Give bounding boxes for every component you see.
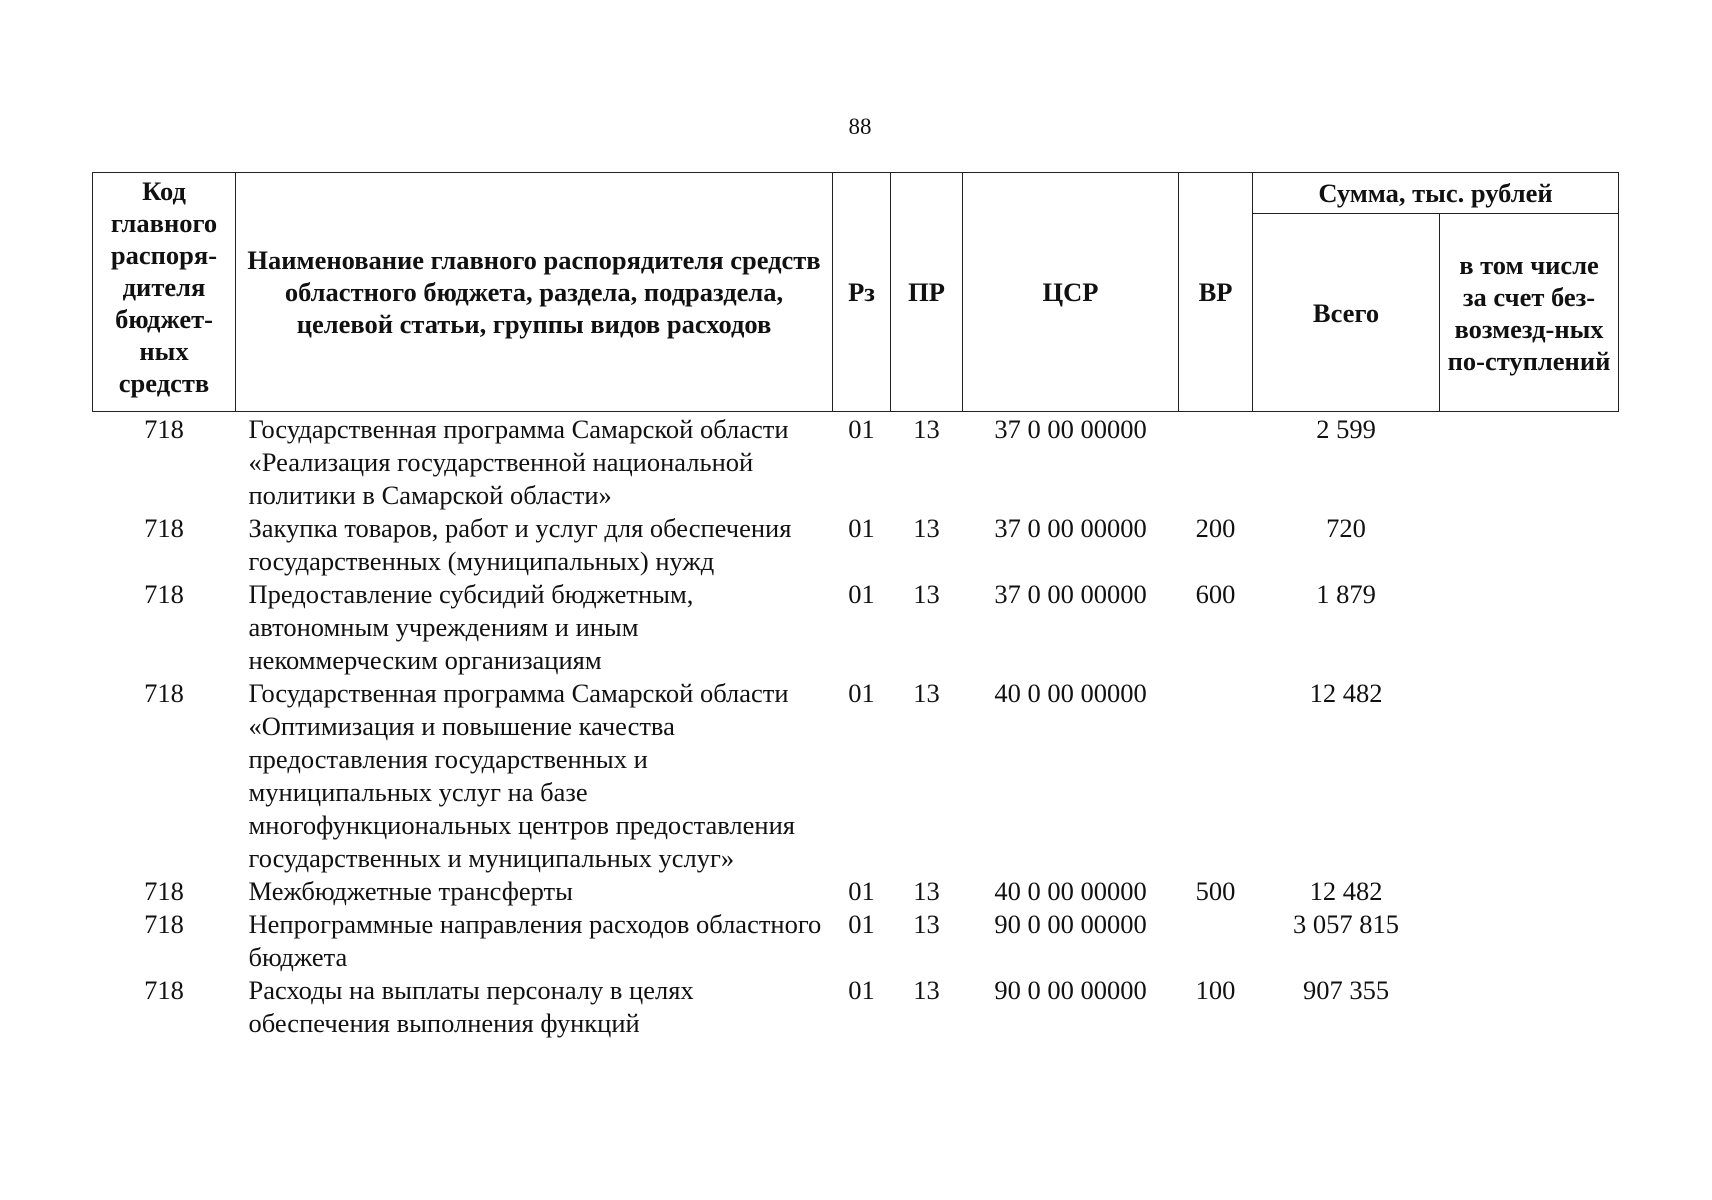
cell-total: 720: [1326, 513, 1366, 543]
cell-total: 12 482: [1309, 876, 1383, 906]
cell-csr: 37 0 00 00000: [994, 414, 1147, 444]
cell-pr: 13: [913, 678, 940, 708]
cell-free: [1440, 908, 1619, 974]
table-row: [93, 908, 1619, 974]
cell-vr: 600: [1195, 579, 1236, 609]
cell-csr: 90 0 00 00000: [994, 909, 1147, 939]
cell-pr: 13: [913, 513, 940, 543]
table-row: [93, 412, 1619, 513]
cell-free: [1440, 578, 1619, 677]
budget-table: [92, 172, 1619, 1040]
cell-rz: 01: [848, 975, 875, 1005]
cell-rz: 01: [848, 876, 875, 906]
cell-pr: 13: [913, 579, 940, 609]
cell-code: 718: [144, 579, 184, 609]
cell-code: 718: [144, 975, 184, 1005]
cell-free: [1440, 512, 1619, 578]
cell-total: 12 482: [1309, 678, 1383, 708]
table-body: [93, 412, 1619, 1041]
cell-name: Межбюджетные трансферты: [248, 876, 573, 906]
cell-total: 3 057 815: [1293, 909, 1399, 939]
cell-csr: 40 0 00 00000: [994, 678, 1147, 708]
cell-total: 2 599: [1316, 414, 1376, 444]
cell-pr: 13: [913, 414, 940, 444]
cell-pr: 13: [913, 975, 940, 1005]
cell-name: Предоставление субсидий бюджетным, автономным учреждениям и иным некоммерческим организациям: [248, 579, 694, 675]
cell-csr: 37 0 00 00000: [994, 513, 1147, 543]
table-row: [93, 875, 1619, 908]
cell-name: Государственная программа Самарской области «Оптимизация и повышение качества предоставления государственных и муниципальных услуг на базе многофункциональных центров предоставления государственных и муниципальных услуг»: [248, 678, 795, 873]
header-total: Всего: [1253, 214, 1440, 412]
cell-pr: 13: [913, 876, 940, 906]
header-csr: ЦСР: [963, 173, 1179, 412]
cell-csr: 37 0 00 00000: [994, 579, 1147, 609]
header-vr: ВР: [1179, 173, 1253, 412]
cell-csr: 90 0 00 00000: [994, 975, 1147, 1005]
page-number: 88: [848, 114, 872, 139]
cell-name: Государственная программа Самарской области «Реализация государственной национальной политики в Самарской области»: [248, 414, 789, 510]
header-pr: ПР: [891, 173, 963, 412]
table-row: [93, 677, 1619, 875]
cell-free: [1440, 412, 1619, 513]
table-row: [93, 578, 1619, 677]
cell-free: [1440, 677, 1619, 875]
table-row: [93, 512, 1619, 578]
header-rz: Рз: [833, 173, 891, 412]
cell-total: 907 355: [1302, 975, 1390, 1005]
cell-rz: 01: [848, 909, 875, 939]
cell-csr: 40 0 00 00000: [994, 876, 1147, 906]
table-header: [93, 173, 1619, 412]
cell-code: 718: [144, 909, 184, 939]
table-row: [93, 974, 1619, 1040]
cell-code: 718: [144, 678, 184, 708]
cell-rz: 01: [848, 678, 875, 708]
cell-name: Непрограммные направления расходов областного бюджета: [248, 909, 822, 972]
cell-vr: 200: [1195, 513, 1236, 543]
cell-code: 718: [144, 876, 184, 906]
cell-pr: 13: [913, 909, 940, 939]
cell-vr: [1179, 677, 1253, 875]
header-sum: Сумма, тыс. рублей: [1253, 173, 1619, 214]
cell-name: Расходы на выплаты персоналу в целях обеспечения выполнения функций: [248, 975, 694, 1038]
cell-total: 1 879: [1316, 579, 1376, 609]
header-free: в том числе за счет без-возмезд-ных по-ступлений: [1440, 214, 1619, 412]
cell-code: 718: [144, 414, 184, 444]
cell-name: Закупка товаров, работ и услуг для обеспечения государственных (муниципальных) нужд: [248, 513, 792, 576]
header-code: Код главного распоря-дителя бюджет-ных средств: [93, 173, 236, 412]
cell-vr: 500: [1195, 876, 1236, 906]
cell-vr: [1179, 412, 1253, 513]
cell-free: [1440, 974, 1619, 1040]
header-name: Наименование главного распорядителя средств областного бюджета, раздела, подраздела, целевой статьи, группы видов расходов: [236, 173, 833, 412]
cell-code: 718: [144, 513, 184, 543]
cell-rz: 01: [848, 579, 875, 609]
cell-free: [1440, 875, 1619, 908]
cell-vr: [1179, 908, 1253, 974]
cell-rz: 01: [848, 414, 875, 444]
cell-rz: 01: [848, 513, 875, 543]
cell-vr: 100: [1195, 975, 1236, 1005]
